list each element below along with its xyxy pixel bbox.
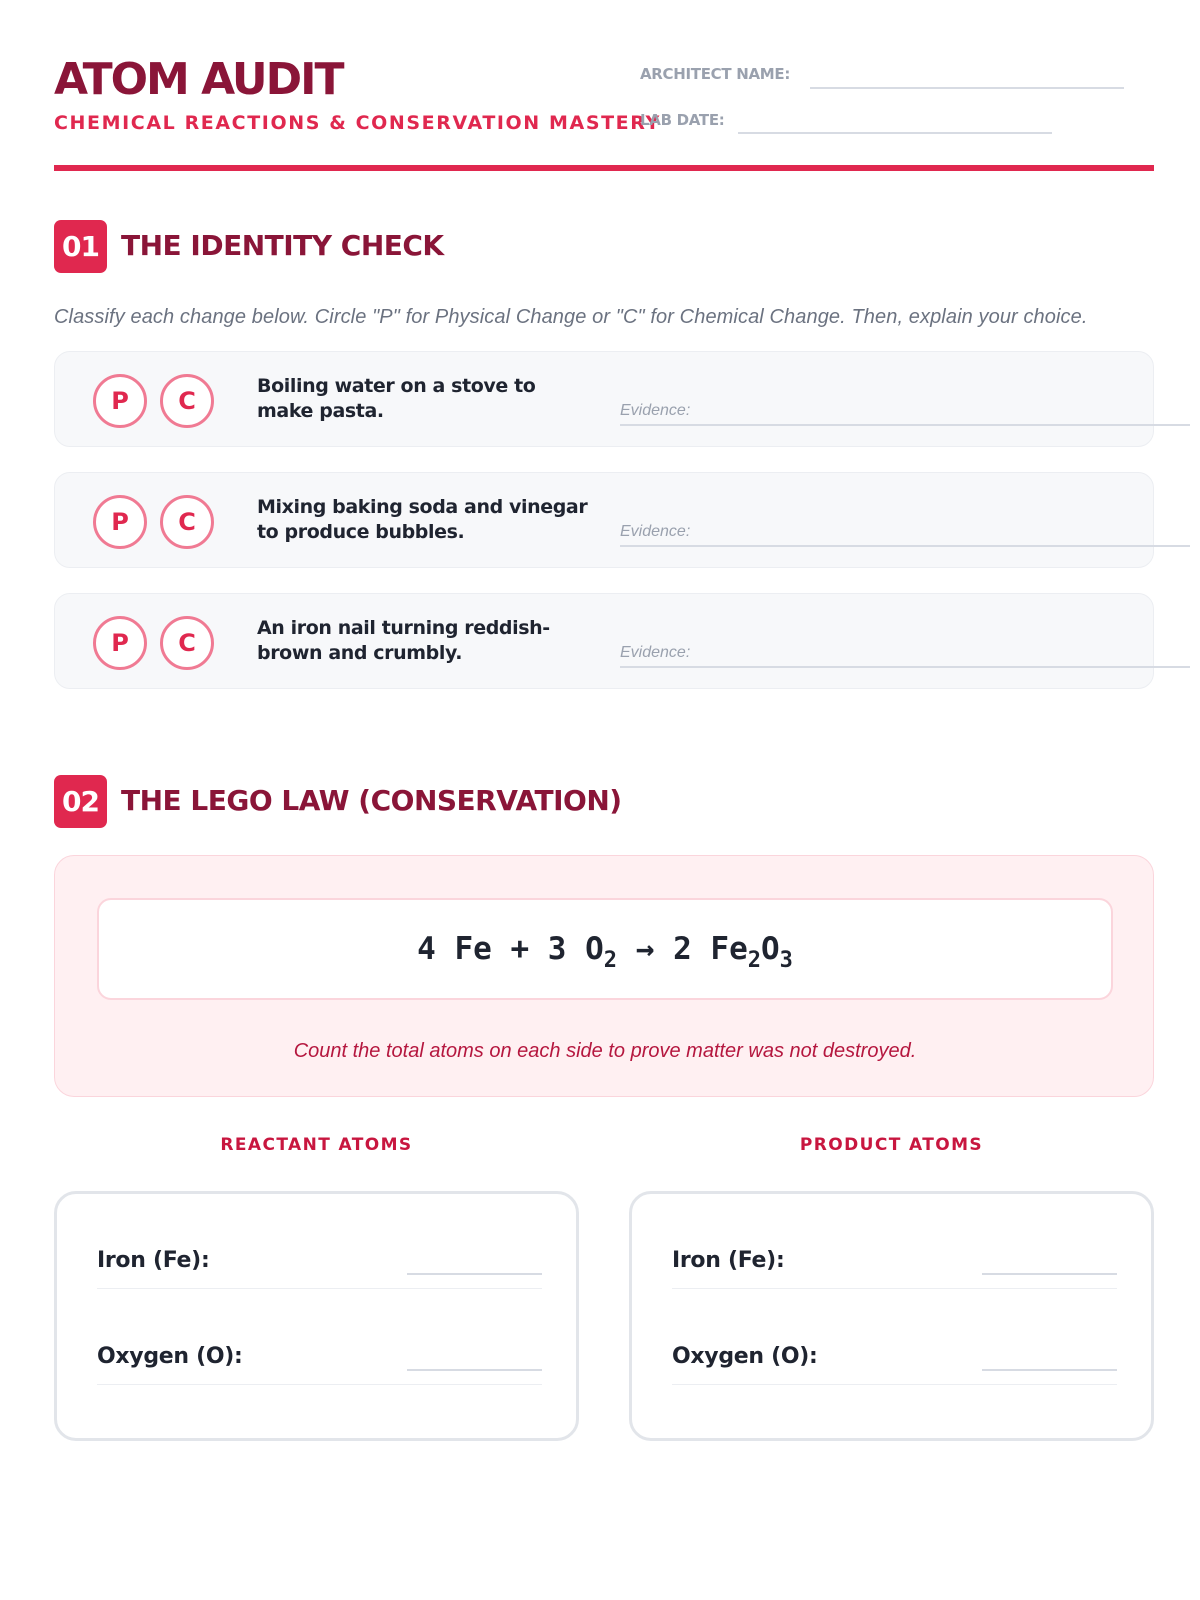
identity-row — [54, 351, 1154, 447]
change-description: An iron nail turning reddish-brown and crumbly. — [257, 617, 550, 664]
plus-sign: + — [510, 931, 530, 967]
atom-count-row — [672, 1290, 1117, 1385]
worksheet-subtitle: CHEMICAL REACTIONS & CONSERVATION MASTERY — [54, 112, 661, 134]
product-atoms-title: PRODUCT ATOMS — [799, 1135, 984, 1155]
section-1-title: THE IDENTITY CHECK — [121, 229, 444, 262]
iron-count-field[interactable] — [982, 1273, 1117, 1275]
section-1-number: 01 — [54, 220, 107, 273]
coefficient: 3 — [547, 931, 567, 967]
physical-option[interactable]: P — [93, 374, 147, 428]
physical-option[interactable]: P — [93, 616, 147, 670]
identity-row — [54, 593, 1154, 689]
coefficient: 4 — [417, 931, 436, 967]
architect-name-field[interactable] — [810, 87, 1124, 89]
evidence-label: Evidence: — [620, 523, 691, 540]
iron-label: Iron (Fe): — [97, 1248, 210, 1273]
physical-option[interactable]: P — [93, 495, 147, 549]
oxygen-label: Oxygen (O): — [672, 1344, 818, 1369]
reactant-oxygen: $O_2$ — [585, 931, 618, 973]
reactant-atoms-title: REACTANT ATOMS — [220, 1135, 413, 1155]
evidence-field[interactable] — [620, 402, 1190, 426]
oxygen-label: Oxygen (O): — [97, 1344, 243, 1369]
chemical-option[interactable]: C — [160, 616, 214, 670]
coefficient: 2 — [673, 931, 692, 967]
section-2-number: 02 — [54, 775, 107, 828]
chemical-option[interactable]: C — [160, 374, 214, 428]
product-atoms-box — [629, 1191, 1154, 1441]
worksheet-title: ATOM AUDIT — [54, 54, 343, 105]
chemical-equation — [97, 898, 1113, 1000]
equation-panel — [54, 855, 1154, 1097]
section-1-instructions: Classify each change below. Circle "P" for Physical Change or "C" for Chemical Change. Then, explain your choice. — [54, 306, 1088, 328]
reactant-atoms-box — [54, 1191, 579, 1441]
atom-count-row — [97, 1194, 542, 1289]
architect-name-label: ARCHITECT NAME: — [640, 65, 791, 83]
product-iron-oxide: $Fe_2O_3$ — [710, 931, 793, 973]
equation-note: Count the total atoms on each side to prove matter was not destroyed. — [293, 1040, 917, 1062]
atom-count-row — [97, 1290, 542, 1385]
section-2-title: THE LEGO LAW (CONSERVATION) — [121, 784, 622, 817]
iron-label: Iron (Fe): — [672, 1248, 785, 1273]
reaction-arrow: → — [635, 931, 655, 967]
evidence-field[interactable] — [620, 523, 1190, 547]
change-description: Mixing baking soda and vinegar to produce bubbles. — [257, 496, 588, 543]
oxygen-count-field[interactable] — [982, 1369, 1117, 1371]
iron-count-field[interactable] — [407, 1273, 542, 1275]
reactant-iron: Fe — [454, 931, 492, 967]
lab-date-label: LAB DATE: — [640, 111, 725, 129]
oxygen-count-field[interactable] — [407, 1369, 542, 1371]
change-description: Boiling water on a stove to make pasta. — [257, 375, 536, 422]
lab-date-field[interactable] — [738, 132, 1052, 134]
identity-row — [54, 472, 1154, 568]
evidence-field[interactable] — [620, 644, 1190, 668]
evidence-label: Evidence: — [620, 644, 691, 661]
chemical-option[interactable]: C — [160, 495, 214, 549]
header-divider — [54, 165, 1154, 171]
atom-count-row — [672, 1194, 1117, 1289]
evidence-label: Evidence: — [620, 402, 691, 419]
